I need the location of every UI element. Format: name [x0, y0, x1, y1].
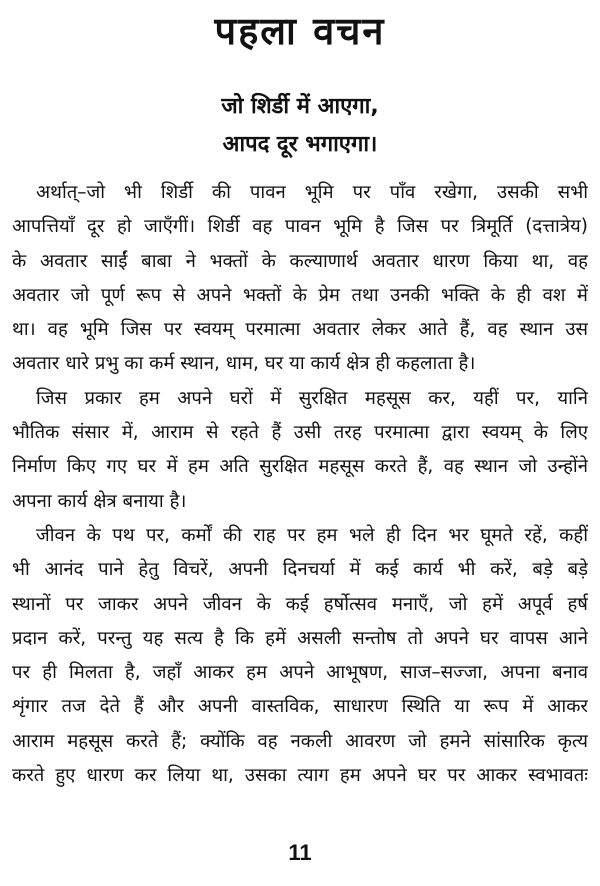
- text-line: आपत्तियाँ दूर हो जाएँगीं। शिर्डी वह पावन भूमि है जिस पर त्रिमूर्ति (दत्तात्रेय): [12, 216, 588, 238]
- chapter-title: पहला वचन: [214, 9, 386, 53]
- text-line: पर ही मिलता है, जहाँ आकर हम अपने आभूषण, साज–सज्जा, अपना बनाव: [12, 662, 588, 684]
- body-text: [12, 176, 588, 793]
- text-line: स्थानों पर जाकर अपने जीवन के कई हर्षोत्सव मनाएँ, जो हमें अपूर्व हर्ष: [12, 593, 588, 615]
- paragraph-1: [12, 176, 588, 382]
- text-line: शृंगार तज देते हैं और अपनी वास्तविक, साधारण स्थिति या रूप में आकर: [12, 696, 588, 718]
- page-number: 11: [288, 840, 312, 865]
- verse-block: [0, 88, 600, 164]
- text-line: अवतार जो पूर्ण रूप से अपने भक्तों के प्रेम तथा उनकी भक्ति के ही वश में: [12, 284, 588, 306]
- text-line: आराम महसूस करते हैं; क्योंकि वह नकली आवरण जो हमने सांसारिक कृत्य: [12, 730, 588, 752]
- paragraph-2: [12, 382, 588, 519]
- text-line: था। वह भूमि जिस पर स्वयम् परमात्मा अवतार लेकर आते हैं, वह स्थान उस: [12, 319, 588, 341]
- paragraph-3: [12, 519, 588, 793]
- text-line: प्रदान करें, परन्तु यह सत्य है कि हमें असली सन्तोष तो अपने घर वापस आने: [12, 627, 588, 649]
- text-line: अर्थात्–जो भी शिर्डी की पावन भूमि पर पाँव रखेगा, उसकी सभी: [36, 182, 588, 203]
- text-line: करते हुए धारण कर लिया था, उसका त्याग हम अपने घर पर आकर स्वभावतः: [12, 765, 588, 787]
- text-line: अपना कार्य क्षेत्र बनाया है।: [12, 490, 187, 512]
- verse-line-2: आपद दूर भगाएगा।: [222, 132, 378, 157]
- text-line: निर्माण किए गए घर में हम अति सुरक्षित महसूस करते हैं, वह स्थान जो उन्होंने: [12, 456, 588, 478]
- text-line: अवतार धारे प्रभु का कर्म स्थान, धाम, घर या कार्य क्षेत्र ही कहलाता है।: [12, 353, 476, 375]
- verse-line-1: जो शिर्डी में आएगा,: [221, 94, 379, 119]
- text-line: के अवतार साईं बाबा ने भक्तों के कल्याणार्थ अवतार धारण किया था, वह: [12, 250, 588, 272]
- text-line: जीवन के पथ पर, कर्मों की राह पर हम भले ही दिन भर घूमते रहें, कहीं: [36, 524, 588, 546]
- text-line: भी आनंद पाने हेतु विचरें, अपनी दिनचर्या में कई कार्य भी करें, बड़े बड़े: [12, 559, 588, 581]
- text-line: जिस प्रकार हम अपने घरों में सुरक्षित महसूस कर, यहीं पर, यानि: [36, 387, 588, 409]
- text-line: भौतिक संसार में, आराम से रहते हैं उसी तरह परमात्मा द्वारा स्वयम् के लिए: [12, 422, 588, 444]
